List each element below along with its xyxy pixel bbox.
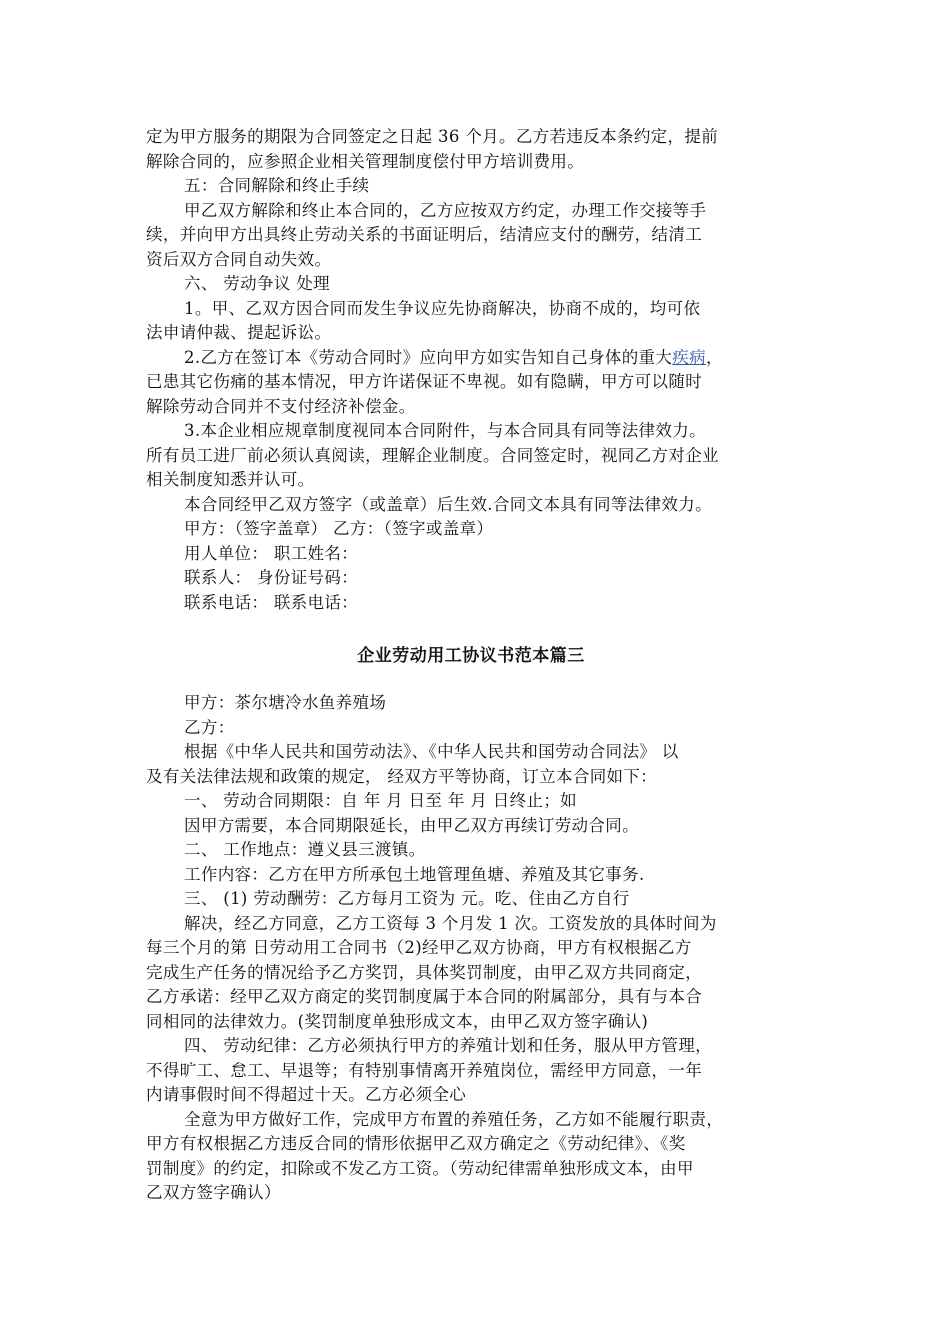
document-page <box>146 125 796 1206</box>
party-a-line: 甲方：茶尔塘冷水鱼养殖场 <box>184 693 387 712</box>
text-line: 甲乙双方解除和终止本合同的，乙方应按双方约定，办理工作交接等手 <box>184 200 707 220</box>
text-line: 罚制度》的约定，扣除或不发乙方工资。（劳动纪律需单独形成文本，由甲 <box>146 1158 694 1178</box>
text-line: 本合同经甲乙双方签字（或盖章）后生效.合同文本具有同等法律效力。 <box>184 494 712 514</box>
text-line: 已患其它伤痛的基本情况，甲方许诺保证不卑视。如有隐瞒，甲方可以随时 <box>146 372 703 391</box>
text-line: 法申请仲裁、提起诉讼。 <box>146 323 332 342</box>
text-line: 相关制度知悉并认可。 <box>146 470 315 489</box>
text-line: 二、 工作地点：遵义县三渡镇。 <box>184 840 426 859</box>
signature-line: 联系人： 身份证号码： <box>184 568 359 587</box>
text-line: 解除合同的，应参照企业相关管理制度偿付甲方培训费用。 <box>146 151 585 171</box>
text-line: 1。甲、乙双方因合同而发生争议应先协商解决，协商不成的，均可依 <box>184 298 701 318</box>
text-line: 甲方有权根据乙方违反合同的情形依据甲乙双方确定之《劳动纪律》、《奖 <box>146 1134 686 1153</box>
text-line: 一、 劳动合同期限：自 年 月 日至 年 月 日终止；如 <box>184 791 578 810</box>
text-line: 乙双方签字确认） <box>146 1183 281 1202</box>
text-line-with-link <box>146 346 796 371</box>
text-line: 完成生产任务的情况给予乙方奖罚，具体奖罚制度，由甲乙双方共同商定， <box>146 962 703 982</box>
text-line: 根据《中华人民共和国劳动法》、《中华人民共和国劳动合同法》 以 <box>184 742 679 761</box>
text-line: 解决，经乙方同意，乙方工资每 3 个月发 1 次。工资发放的具体时间为 <box>184 913 717 933</box>
text-line: 不得旷工、怠工、早退等；有特别事情离开养殖岗位，需经甲方同意，一年 <box>146 1060 703 1080</box>
signature-line: 用人单位： 职工姓名： <box>184 543 359 563</box>
text-line: 解除劳动合同并不支付经济补偿金。 <box>146 396 416 416</box>
text-line: 因甲方需要，本合同期限延长，由甲乙双方再续订劳动合同。 <box>184 815 639 835</box>
section-heading-6: 六、 劳动争议 处理 <box>184 274 330 293</box>
text-segment: 2.乙方在签订本《劳动合同时》应向甲方如实告知自己身体的重大 <box>184 347 673 367</box>
text-line: 三、 (1) 劳动酬劳：乙方每月工资为 元。吃、住由乙方自行 <box>184 889 630 908</box>
section-title: 企业劳动用工协议书范本篇三 <box>357 646 585 666</box>
text-line: 资后双方合同自动失效。 <box>146 249 332 269</box>
text-line: 四、 劳动纪律：乙方必须执行甲方的养殖计划和任务，服从甲方管理， <box>184 1036 712 1055</box>
text-line: 续，并向甲方出具终止劳动关系的书面证明后，结清应支付的酬劳，结清工 <box>146 225 703 244</box>
section-heading-5: 五：合同解除和终止手续 <box>184 176 370 195</box>
text-line: 所有员工进厂前必须认真阅读，理解企业制度。合同签定时，视同乙方对企业 <box>146 445 719 465</box>
disease-link[interactable]: 疾病 <box>672 347 706 367</box>
text-line: 3.本企业相应规章制度视同本合同附件，与本合同具有同等法律效力。 <box>184 421 706 440</box>
text-line: 同相同的法律效力。(奖罚制度单独形成文本，由甲乙双方签字确认) <box>146 1011 649 1031</box>
signature-line: 甲方：（签字盖章） 乙方：（签字或盖章） <box>184 519 494 538</box>
text-line: 定为甲方服务的期限为合同签定之日起 36 个月。乙方若违反本条约定，提前 <box>146 127 719 146</box>
text-line: 每三个月的第 日劳动用工合同书（2)经甲乙双方协商，甲方有权根据乙方 <box>146 938 692 957</box>
text-line: 工作内容：乙方在甲方所承包土地管理鱼塘、养殖及其它事务. <box>184 864 645 884</box>
party-b-line: 乙方： <box>184 717 235 737</box>
text-segment: ， <box>705 347 723 367</box>
text-line: 及有关法律法规和政策的规定， 经双方平等协商，订立本合同如下： <box>146 766 658 786</box>
text-line: 内请事假时间不得超过十天。乙方必须全心 <box>146 1085 467 1104</box>
text-line: 全意为甲方做好工作，完成甲方布置的养殖任务，乙方如不能履行职责， <box>184 1109 724 1129</box>
text-line: 乙方承诺：经甲乙双方商定的奖罚制度属于本合同的附属部分，具有与本合 <box>146 987 703 1006</box>
signature-line: 联系电话： 联系电话： <box>184 592 359 612</box>
